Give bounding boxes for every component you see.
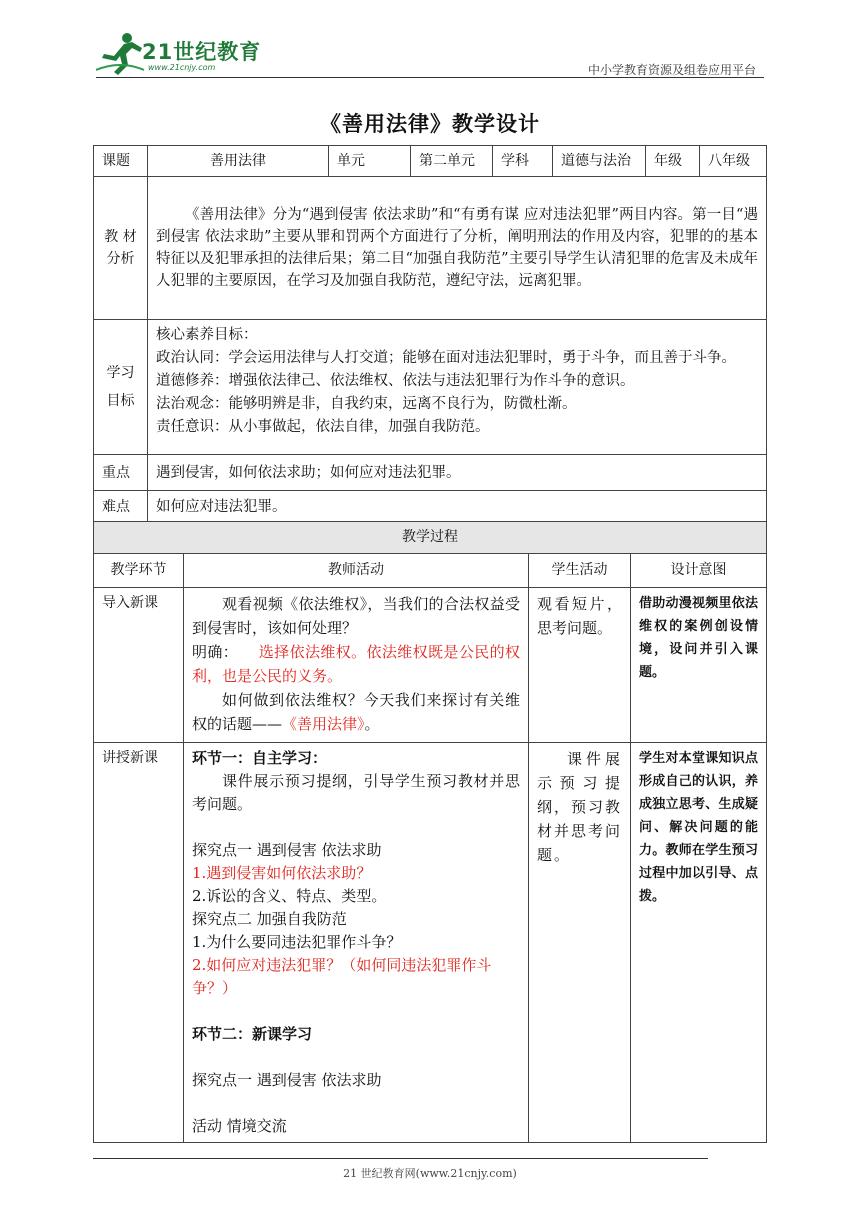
logo-url: www.21cnjy.com [148,63,216,72]
link1-title: 环节一：自主学习： [192,749,328,767]
key-row [94,455,767,491]
intro-row [94,588,767,743]
teaching-stage: 讲授新课 [94,743,184,1143]
teaching-design-intent: 学生对本堂课知识点形成自己的认识，养成独立思考、生成疑问、解决问题的能力。教师在学生预习过程中加以引导、点拨。 [631,743,767,1143]
difficulty-row [94,491,767,523]
topic-label: 课题 [94,146,148,177]
teaching-student-activity: 课件展示预习提纲，预习教材并思考问题。 [529,743,631,1143]
page-footer[interactable]: 21 世纪教育网(www.21cnjy.com) [343,1167,517,1180]
col-teacher-header: 教师活动 [184,554,529,588]
process-header-row [94,554,767,588]
goal-item: 核心素养目标： [156,327,258,343]
goals-label: 学习 目标 [94,320,148,455]
unit-value: 第二单元 [411,146,493,177]
col-stage-header: 教学环节 [94,554,184,588]
running-figure-icon [96,30,146,76]
teaching-teacher-activity: 环节一：自主学习： 课件展示预习提纲，引导学生预习教材并思考问题。 探究点一 遇到侵害 依法求助 1.遇到侵害如何依法求助？ 2.诉讼的含义、特点、类型。 探究点二 加强自我防范 1.为什么要同违法犯罪作斗争？ 2.如何应对违法犯罪？（如何同违法犯罪作斗争？） 环节二：新课学习 探究点一 遇到侵害 依法求助 活动 情境交流 [184,743,529,1143]
teaching-row [94,743,767,1143]
topic-row [94,146,767,177]
grade-label: 年级 [646,146,700,177]
difficulty-value: 如何应对违法犯罪。 [148,491,767,523]
intro-student-activity: 观看短片，思考问题。 [529,588,631,743]
grade-value: 八年级 [700,146,767,177]
lesson-info-table [93,145,767,523]
site-logo[interactable] [96,30,266,76]
col-intent-header: 设计意图 [631,554,767,588]
goal-item: 法治观念：能够明辨是非，自我约束，远离不良行为，防微杜渐。 [156,396,577,412]
page-header [96,30,764,78]
teaching-process-table [93,521,767,1143]
key-value: 遇到侵害，如何依法求助；如何应对违法犯罪。 [148,455,767,491]
goal-item: 道德修养：增强依法律己、依法维权、依法与违法犯罪行为作斗争的意识。 [156,373,635,389]
difficulty-label: 难点 [94,491,148,523]
analysis-text: 《善用法律》分为“遇到侵害 依法求助”和“有勇有谋 应对违法犯罪”两目内容。第一目“遇到侵害 依法求助”主要从罪和罚两个方面进行了分析，阐明刑法的作用及内容，犯罪的的基本特征以及犯罪承担的法律后果；第二目“加强自我防范”主要引导学生认清犯罪的危害及未成年人犯罪的主要原因，在学习及加强自我防范，遵纪守法，远离犯罪。 [148,177,767,320]
footer-divider [93,1158,708,1159]
analysis-row [94,177,767,320]
unit-label: 单元 [329,146,411,177]
goal-item: 责任意识：从小事做起，依法自律，加强自我防范。 [156,419,490,435]
process-section-row [94,522,767,554]
goals-text [148,320,767,455]
platform-tagline: 中小学教育资源及组卷应用平台 [587,63,756,77]
link2-title: 环节二：新课学习 [192,1025,313,1043]
subject-value: 道德与法治 [553,146,646,177]
intro-design-intent: 借助动漫视频里依法维权的案例创设情境，设问并引入课题。 [631,588,767,743]
document-title: 《善用法律》教学设计 [320,111,540,136]
topic-value: 善用法律 [148,146,329,177]
goal-item: 政治认同：学会运用法律与人打交道；能够在面对违法犯罪时，勇于斗争，而且善于斗争。 [156,350,736,366]
header-divider [96,77,764,78]
intro-teacher-activity: 观看视频《依法维权》，当我们的合法权益受到侵害时，该如何处理？ 明确： 选择依法维权。依法维权既是公民的权利，也是公民的义务。 如何做到依法维权？今天我们来探讨有关维权的话题——《善用法律》。 [184,588,529,743]
intro-stage: 导入新课 [94,588,184,743]
key-label: 重点 [94,455,148,491]
goals-row [94,320,767,455]
process-section-title: 教学过程 [94,522,767,554]
logo-text: 21世纪教育 [142,40,262,64]
col-student-header: 学生活动 [529,554,631,588]
subject-label: 学科 [493,146,553,177]
analysis-label: 教 材 分析 [94,177,148,320]
